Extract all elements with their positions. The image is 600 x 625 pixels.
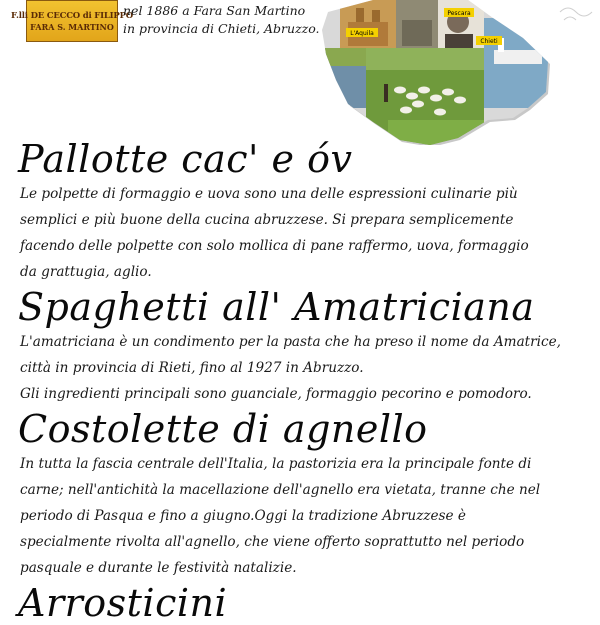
dish-section: [18, 137, 593, 285]
description-line: Gli ingredienti principali sono guanciale, formaggio pecorino e pomodoro.: [20, 386, 532, 402]
intro-text: [123, 2, 333, 38]
decorative-sketch-icon: [560, 8, 592, 20]
description-line: periodo di Pasqua e fino a giugno.Oggi la tradizione Abruzzese è: [20, 508, 466, 524]
dish-description: [20, 329, 593, 407]
brand-logo: [11, 0, 134, 42]
intro-line: in provincia di Chieti, Abruzzo.: [123, 21, 320, 36]
description-line: da grattugia, aglio.: [20, 264, 152, 280]
svg-text:Pescara: Pescara: [447, 10, 471, 17]
svg-text:Chieti: Chieti: [480, 38, 498, 45]
logo-brand-location: FARA S. MARTINO: [30, 21, 114, 32]
city-label-chieti: [476, 36, 502, 45]
dish-section: [18, 407, 593, 581]
description-line: carne; nell'antichità la macellazione dell'agnello era vietata, tranne che nel: [20, 482, 541, 498]
description-line: pasquale e durante le festività natalizie.: [20, 560, 297, 576]
dish-description: [20, 451, 593, 581]
recipes-content: [18, 137, 593, 625]
dish-title: Spaghetti all' Amatriciana: [18, 285, 535, 329]
description-line: L'amatriciana è un condimento per la pasta che ha preso il nome da Amatrice,: [20, 334, 561, 350]
dish-section: [18, 285, 593, 407]
city-label-laquila: [346, 28, 378, 37]
description-line: specialmente rivolta all'agnello, che viene offerto soprattutto nel periodo: [20, 534, 525, 550]
city-label-pescara: [444, 8, 474, 17]
description-line: semplici e più buone della cucina abruzzese. Si prepara semplicemente: [20, 212, 514, 228]
intro-line: nel 1886 a Fara San Martino: [123, 3, 306, 18]
dish-title: Pallotte cac' e óv: [18, 137, 353, 181]
description-line: città in provincia di Rieti, fino al 1927 in Abruzzo.: [20, 360, 364, 376]
description-line: Le polpette di formaggio e uova sono una delle espressioni culinarie più: [20, 186, 518, 202]
dish-title: Costolette di agnello: [18, 407, 428, 451]
svg-text:L'Aquila: L'Aquila: [350, 30, 374, 37]
dish-description: [20, 181, 593, 285]
description-line: facendo delle polpette con solo mollica di pane raffermo, uova, formaggio: [20, 238, 529, 254]
abruzzo-map-collage: [318, 0, 600, 145]
description-line: In tutta la fascia centrale dell'Italia, la pastorizia era la principale fonte di: [20, 456, 532, 472]
dish-title: Arrosticini: [18, 581, 228, 625]
logo-brand-name: F.lli DE CECCO di FILIPPO: [11, 10, 134, 21]
dish-section: [18, 581, 593, 625]
